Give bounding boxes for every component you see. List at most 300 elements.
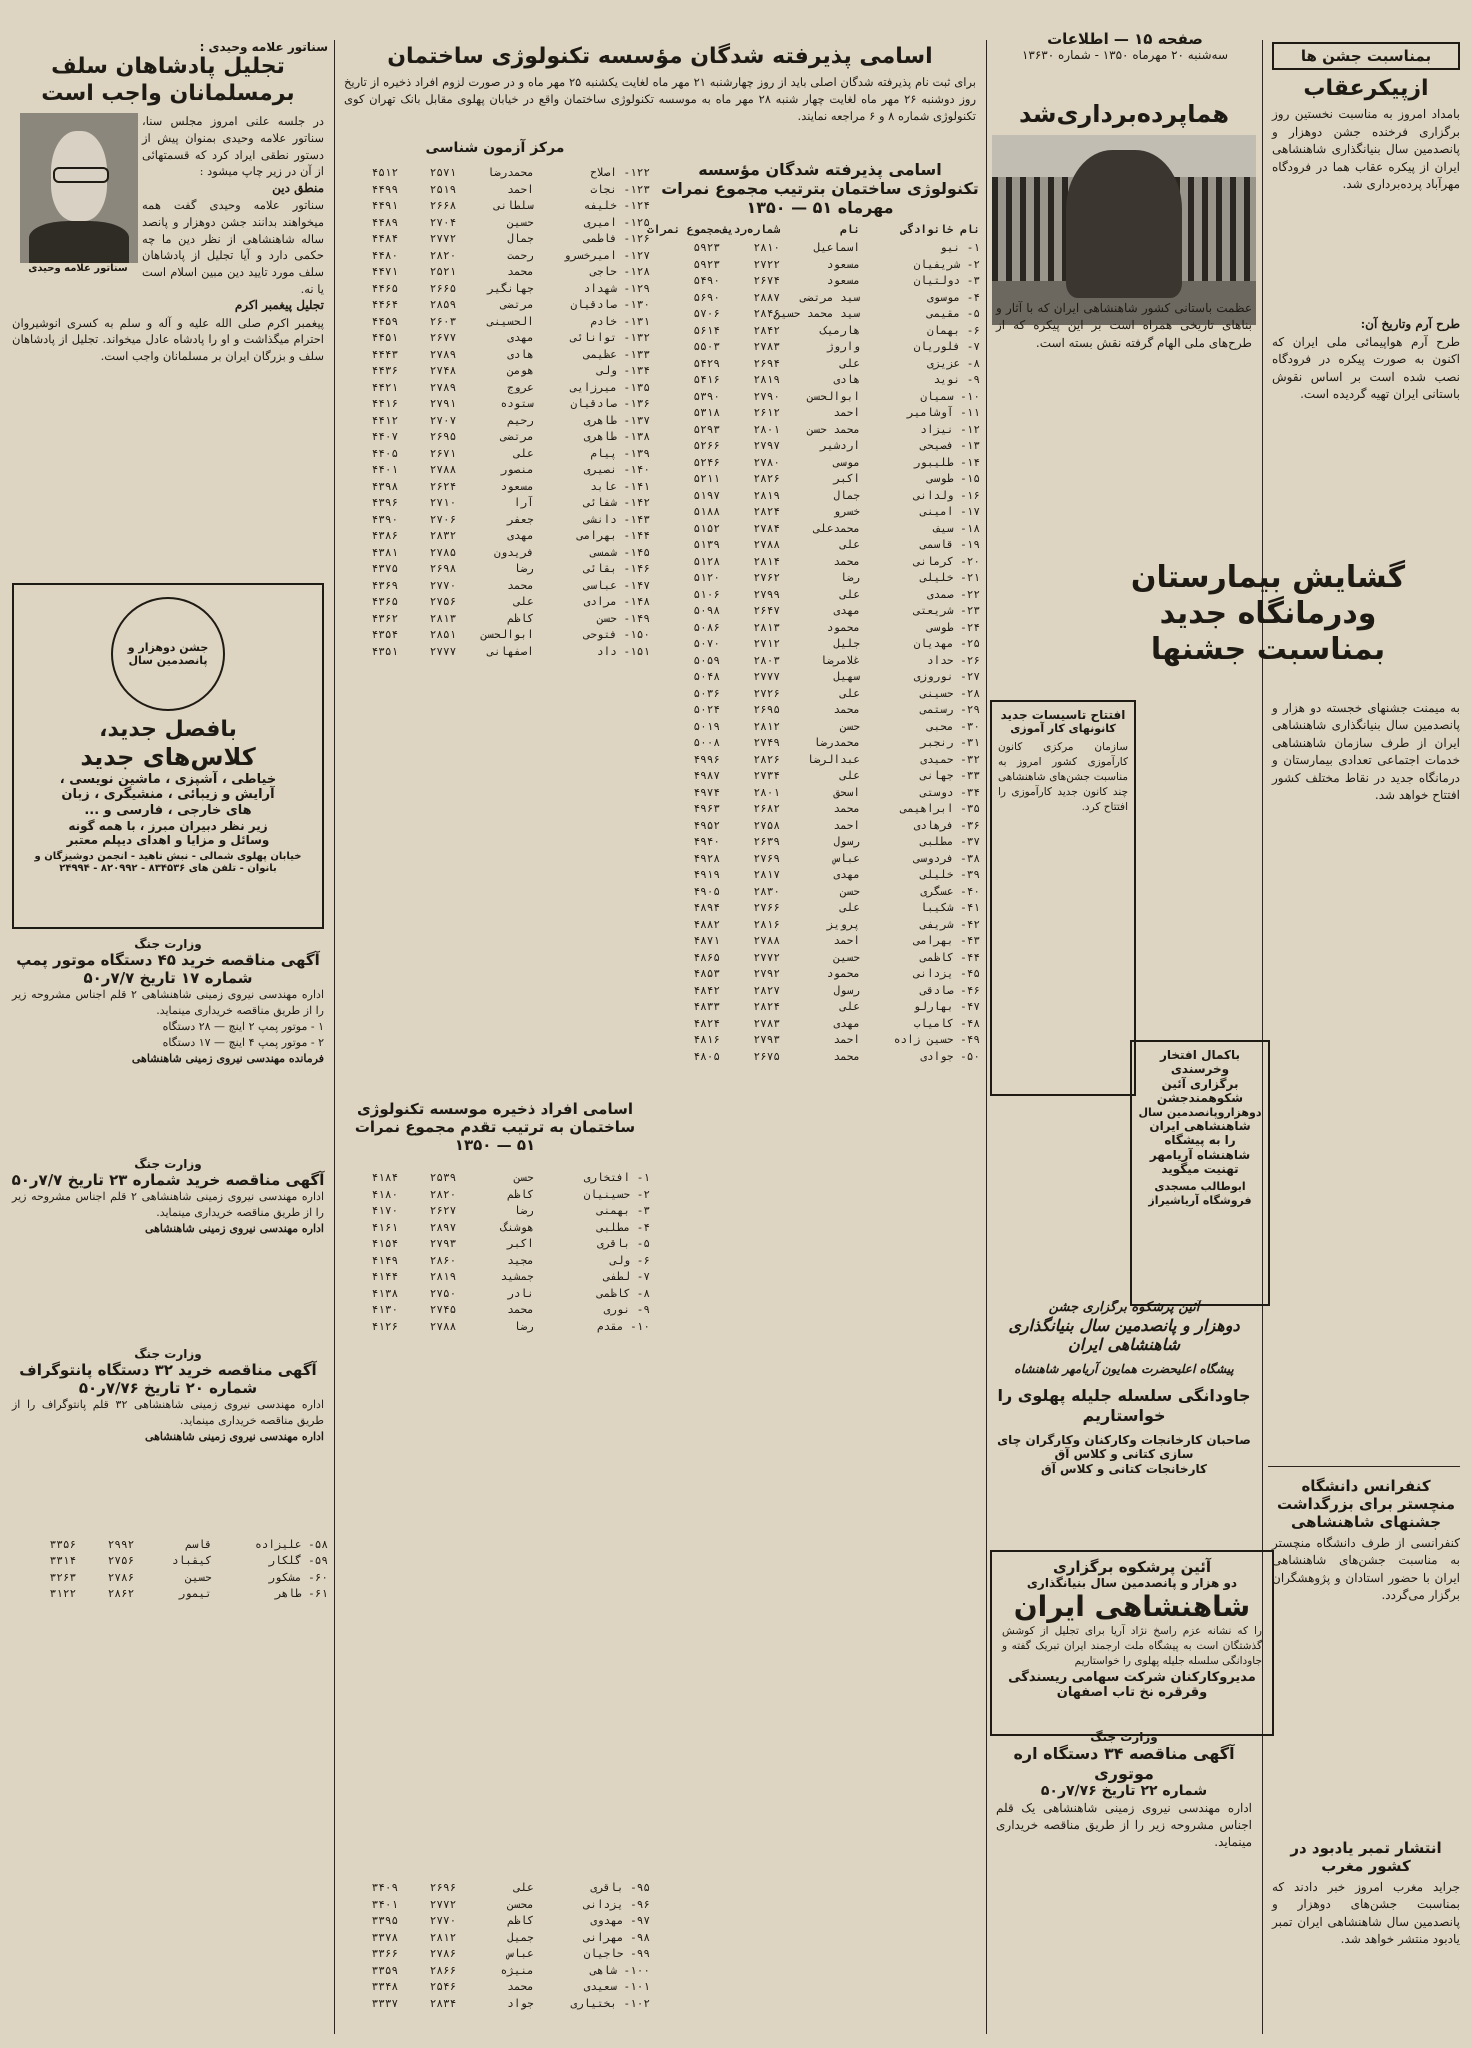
table-cell: ۴۱۲۶ [371,1319,399,1333]
tender-title: آگهی مناقصه خرید شماره ۲۳ تاریخ ۷/۷ر۵۰ [11,1171,325,1190]
table-row [660,834,980,851]
table-cell: جمیل [507,1930,534,1944]
table-cell: ۴۳۸۶ [371,529,399,542]
headline-hospital: گشایش بیمارستان [1130,560,1406,595]
table-row [660,570,980,587]
table-row [660,504,980,521]
table-cell: ۱۴۴- بهرامی [577,529,650,542]
table-cell: ۱۰- مقدم [597,1319,650,1333]
table-cell: ۴۳۸۱ [371,545,399,559]
portrait-caption: سناتور علامه وحیدی [28,263,128,275]
table-cell: ۲۸۳۰ [753,884,780,898]
table-cell: اکبر [507,1237,534,1250]
ad-line: کارخانجات کتانی و کلاس آق [1041,1461,1207,1476]
table-cell: محمدرضا [813,736,860,749]
table-cell: هارمیک [820,323,860,337]
table-row [340,182,650,199]
table-cell: واروژ [826,340,860,353]
senator-portrait [20,113,138,263]
table-cell: حسن [840,719,860,733]
table-cell: ۵۹۲۳ [693,257,720,271]
table-row [340,479,650,496]
table-row [660,620,980,637]
table-cell: علی [840,356,860,370]
senator-photo-col [18,113,138,297]
table-cell: ۲۵۲۱ [429,265,457,278]
table-cell: ۴۵۱۲ [371,166,399,179]
table-row [660,405,980,422]
table-cell: ۲۶۴۷ [753,604,780,617]
table-cell: ۴۳۶۹ [371,578,399,592]
table-cell: ۷- لطفی [603,1270,650,1283]
table-cell: ۲۷۸۸ [429,1319,457,1333]
tender-number: شماره ۲۲ تاریخ ۷/۷۶ر۵۰ [1040,1782,1208,1799]
table-cell: هادی [833,373,860,386]
prophet-subhead: تجلیل پیغمبر اکرم [234,298,324,313]
tender-title: آگهی مناقصه خرید ۳۲ دستگاه پانتوگراف شماره ۲۰ تاریخ ۷/۷۶ر۵۰ [19,1361,317,1398]
table-cell: ۳۳۹۵ [371,1914,399,1927]
table-row [660,999,980,1016]
hospital-story [1080,560,1456,668]
table-cell: ۴۱۵۴ [371,1237,399,1250]
table-cell: ۱۳۷- طاهری [583,413,650,427]
reserve-table-c [340,1170,650,1335]
table-cell: ۳۷- مطلبی [920,835,980,848]
table-cell: ۱۰- سمیان [920,389,980,403]
table-cell: ۴۹۹۶ [693,752,720,766]
table-cell: ۲۷۸۶ [429,1947,457,1960]
table-cell: محمد [507,265,534,278]
table-cell: ۹۶- یزدانی [583,1897,650,1911]
table-cell: ۴۹۴۰ [693,835,720,848]
table-row [340,314,650,331]
table-cell: ۲۸۵۹ [429,298,457,311]
table-cell: ۲۸- حسینی [920,686,980,700]
table-row [340,363,650,380]
ad-line: باکمال افتخار [1159,1048,1241,1062]
table-cell: محمد [507,578,534,592]
table-cell: ۳۹- خلیلی [920,868,980,881]
table-row [340,1286,650,1303]
table-row [660,768,980,785]
table-cell: ۱۳۶- صادقیان [570,397,650,410]
table-cell: ۲۷۸۸ [753,538,780,551]
saw-tender [992,1730,1256,2020]
table-cell: ۲۷۴۸ [429,364,457,377]
senator-text-col [138,113,328,297]
pump-tender [8,937,328,1157]
tender-ministry: وزارت جنگ [134,1156,202,1171]
table-cell: جلیل [833,637,860,650]
table-cell: ۲۷۵۰ [429,1286,457,1300]
pantograph-tender [8,1347,328,1537]
table-cell: حسن [513,1171,534,1184]
table-row [660,950,980,967]
table-cell: فریدون [494,545,534,559]
table-cell: ۳- دولتیان [913,274,980,287]
table-cell: ۴۹۱۹ [693,868,720,881]
table-row [340,380,650,397]
table-cell: ۱۵۱- داد [597,644,650,658]
table-cell: ۲۷۵۸ [753,818,780,832]
table-cell: محمد حسن [807,422,860,436]
ad-big: شاهنشاهی ایران [1013,1590,1251,1624]
table-cell: ۴۱۶۱ [371,1220,399,1234]
table-cell: ۲۸۱۰ [753,241,780,254]
table-cell: ۳۲- حمیدی [920,752,980,766]
table-cell: ۱۲۵- امیری [583,215,650,229]
table-cell: ۵۰۳۶ [693,686,720,700]
table-cell: سید مرتضی [800,290,860,304]
ad-line: وخرسندی [1170,1062,1230,1077]
admissions-table-a [660,240,980,1065]
mid-right-column [992,300,1256,450]
table-row [340,1319,650,1336]
table-cell: نادر [507,1286,534,1300]
table-cell: عبدالرضا [807,752,860,766]
ad-line: صاحبان کارخانجات وکارکنان وکارگران چای سازی کتانی و کلاس آق [997,1432,1251,1462]
table-cell: ۶۱- طاهر [275,1587,328,1601]
table-cell: ۲۷۶۹ [753,851,780,865]
table-cell: ۹۵- باقری [590,1881,650,1894]
table-cell: ۱۰۰- شاهی [590,1963,650,1977]
table-cell: ۴۳۵۱ [371,644,399,658]
table-cell: ۲۷۶۲ [753,571,780,584]
table-cell: ۲۸۲۰ [429,248,457,262]
table-cell: ۵۰۸۶ [693,620,720,634]
right-column-lower [1268,700,1464,2034]
table-row [660,702,980,719]
table-cell: مرتضی [500,298,534,311]
table-cell: ۴۸۹۴ [693,901,720,914]
table-cell: ۲۷۰۴ [429,215,457,229]
table-cell: ۲۷۸۴ [753,521,780,535]
table-cell: ۱۸- سیف [933,521,980,535]
table-cell: ۲۹- رستمی [920,703,980,716]
table-row [340,1187,650,1204]
table-cell: ۱۴۵- شمسی [590,545,650,559]
classes-head2: کلاس‌های جدید [80,743,256,772]
table-cell: ۶۰- مشکور [268,1570,328,1584]
table-row [660,851,980,868]
table-cell: ۵۹۲۳ [693,241,720,254]
tender-text: اداره مهندسی نیروی زمینی شاهنشاهی ۲ قلم اجناس مشروحه زیر را از طریق مناقصه خریداری مینماید. [12,1190,325,1219]
table-cell: ۳۰- محبی [927,719,980,733]
table-cell: ۲۸۱۲ [753,719,780,733]
table-cell: ۲۶- حداد [927,653,980,667]
ad-sign: مدیروکارکنان شرکت سهامی ریسندگی وقرقره نخ تاب اصفهان [1008,1669,1256,1701]
table-cell: محمد [833,554,860,568]
table-cell: ۵۱۵۲ [693,521,720,535]
table-cell: ابوالحسن [807,389,860,403]
table-cell: ۲۸۰۱ [753,785,780,799]
ad-line: پیشگاه اعلیحضرت همایون آریامهر شاهنشاه [1014,1361,1234,1376]
table-row [340,627,650,644]
table-cell: ۱۲۳- نجات [590,182,650,196]
table-cell: ۲۸۴۶ [753,307,780,320]
page-number: صفحه ۱۵ — اطلاعات [1047,30,1203,48]
table-cell: ۲۸۱۹ [753,373,780,386]
table-cell: رحیم [507,413,534,427]
table-row [660,603,980,620]
table-row [660,554,980,571]
table-cell: ۴- موسوی [927,290,980,304]
table-row [340,1203,650,1220]
table-row [340,545,650,562]
table-cell: ۴۴۰۵ [371,446,399,460]
table-cell: ۲۷۷۷ [429,644,457,658]
table-cell: ۱۳۴- ولی [597,364,650,377]
table-cell: ۵۱۳۹ [693,538,720,551]
table-cell: ۲۸۲۶ [753,752,780,766]
table-row [660,686,980,703]
table-cell: ۱۴۲- شفائی [583,496,650,509]
ad-signature: فروشگاه آریاشیراز [1148,1193,1252,1207]
table-cell: ۱۳۳- عظیمی [583,347,650,361]
table-cell: الحسینی [487,314,534,328]
table-cell: جمال [833,488,860,502]
table-cell: ۲۸۲۴ [753,505,780,518]
table-row [660,801,980,818]
table-row [660,257,980,274]
table-cell: ۲۳- شریعتی [913,604,980,617]
table-cell: مسعود [500,479,534,493]
table-cell: محمدرضا [487,166,534,179]
logo-article: طرح آرم هواپیمائی ملی ایران که اکنون به صورت پیکره در فرودگاه نصب شده است بر اساس نقوش باستانی ایران تهیه گردیده است. [1272,334,1460,401]
table-cell: ۱۳- فصیحی [920,439,980,452]
tender-sign: اداره مهندسی نیروی زمینی شاهنشاهی [144,1429,324,1443]
table-cell: ۵۸- علیزاده [255,1537,328,1551]
table-cell: ۴۹۶۳ [693,802,720,815]
table-cell: ۵۲۱۱ [693,472,720,485]
table-cell: ۴۹- حسین زاده [893,1033,980,1046]
table-cell: ۱۵۰- فتوحی [583,628,650,641]
tender-item: ۲ - موتور پمپ ۴ اینچ — ۱۷ دستگاه [162,1035,324,1049]
table-cell: ۴۴۹۱ [371,199,399,212]
table-cell: ۲۸۳۴ [429,1996,457,2010]
table-cell: ۲۶۹۵ [429,430,457,443]
table-cell: ۹- نوری [603,1303,650,1316]
table-cell: ۵۵۰۳ [693,340,720,353]
table-row [660,389,980,406]
table-cell: غلامرضا [820,653,860,667]
table-cell: مهدی [833,604,860,617]
table-cell: ۳۳۵۹ [371,1963,399,1977]
table-cell: ۵- باقری [597,1237,650,1250]
table-row [340,1302,650,1319]
table-row [660,521,980,538]
classes-line: زیر نظر دبیران مبرز ، با همه گونه [68,818,268,833]
senator-text2: پیغمبر اکرم صلی الله علیه و آله و سلم به کسری انوشیروان احترام میگذاشت و او را پادشاه عادل میخواند. تجلیل از پادشاهان سلف و بزرگان ایران بر مسلمانان واجب است. [12,315,324,364]
table-cell: ۲۸۲۰ [429,1187,457,1201]
table-row [660,669,980,686]
table-cell: ۲۷۹۳ [429,1237,457,1250]
table-row [660,537,980,554]
table-cell: ۲۷۵۶ [429,595,457,608]
table-row [340,462,650,479]
hospital-article: به میمنت جشنهای خجسته دو هزار و پانصدمین سال بنیانگذاری شاهنشاهی ایران از طرف سازمان شاهنشاهی خدمات اجتماعی تعدادی بیمارستان و درمانگاه جدید در نقاط مختلف کشور افتتاح خواهد شد. [1272,701,1460,802]
classes-line: خیاطی ، آشپزی ، ماشین نویسی ، [59,771,277,787]
table-cell: ۴۴۰۷ [371,430,399,443]
table-row [340,594,650,611]
table-cell: ۱۲۴- خلیفه [583,199,650,212]
table-cell: ۵۰۱۹ [693,719,720,733]
table-cell: ۲- شریفیان [913,257,980,271]
table-row [660,455,980,472]
table-cell: اسحق [833,785,860,799]
table-cell: ۲۶۷۴ [753,274,780,287]
table-cell: ۴۱۳۰ [371,1303,399,1316]
stamp-article: جراید مغرب امروز خبر دادند که بمناسبت جشن‌های دوهزار و پانصدمین سال شاهنشاهی ایران تمبر یادبود منتشر خواهد شد. [1272,1880,1460,1947]
table-row [340,215,650,232]
table-cell: ۲۶۹۶ [429,1881,457,1894]
test-center-label: مرکز آزمون شناسی [425,140,565,156]
table-cell: مهدی [833,1016,860,1030]
table-cell: ۴۵- یزدانی [913,967,980,980]
table-cell: ۲۸۱۶ [753,917,780,931]
table-cell: اسماعیل [813,241,860,254]
table-cell: ۵۱۹۷ [693,488,720,502]
table-cell: ۳۱- رنجبر [920,736,980,749]
table-cell: ۵۷۰۶ [693,307,720,320]
table-cell: ۴۴۶۵ [371,281,399,295]
left-column [8,40,328,2034]
table-cell: جمال [507,232,534,245]
heritage-article: عظمت باستانی کشور شاهنشاهی ایران که با آثار و بناهای تاریخی همراه است بر این پیکره که از طرح‌های ملی الهام گرفته نقش بسته است. [996,301,1252,350]
table-cell: علی [840,538,860,551]
senator-story [8,113,328,297]
table-cell: حسن [840,884,860,898]
table-cell: ۶- بهمان [927,323,980,337]
eagle-article: بامداد امروز به مناسبت نخستین روز برگزاری فرخنده جشن دوهزار و پانصدمین سال بنیانگذاری شاهنشاهی ایران از پیکره عقاب هما در فرودگاه مهرآباد پرده‌برداری شد. [1272,107,1460,191]
table-cell: علی [840,686,860,700]
table-cell: ۲۵۴۶ [429,1980,457,1993]
table-row [340,528,650,545]
table-cell: ۵۱۲۰ [693,571,720,584]
table-row [340,644,650,661]
table-cell: ۱۷- امینی [920,505,980,518]
table-row [660,917,980,934]
table-cell: ۲۷۳۴ [753,769,780,782]
table-cell: ۴۴۸۰ [371,248,399,262]
logo-subhead: طرح آرم وتاریخ آن: [1360,317,1460,332]
table-cell: جهانگیر [487,281,534,295]
table-cell: علی [513,595,534,608]
table-row [660,1016,980,1033]
table-row [660,240,980,257]
ad-line: دوهزار و پانصدمین سال بنیانگذاری [1008,1315,1240,1335]
table-cell: ۲۷- نوروزی [913,670,980,683]
table-cell: ۲۸۲۴ [753,1000,780,1013]
table-row [340,297,650,314]
table-row [340,1979,650,1996]
ad-line: دوهزاروپانصدمین سال [1138,1105,1262,1119]
table-cell: ۲۷۹۳ [753,1033,780,1046]
table-cell: ۲۷۴۹ [753,736,780,749]
table-cell: ۵۳۱۸ [693,406,720,419]
tender-title: آگهی مناقصه ۳۴ دستگاه اره موتوری [1013,1744,1235,1783]
table-cell: ۴۱۴۴ [371,1270,399,1283]
tender-item: ۱ - موتور پمپ ۲ اینچ — ۲۸ دستگاه [162,1019,324,1033]
table-cell: ۳۳۵۶ [49,1537,77,1551]
table-cell: قاسم [185,1537,212,1551]
table-cell: ۲۷۷۲ [429,232,457,245]
list-year: مهرماه ۵۱ — ۱۳۵۰ [746,198,894,218]
table-row [340,1220,650,1237]
table-cell: مهدی [507,529,534,542]
table-cell: ۱۳۸- طاهری [583,430,650,443]
table-row [340,264,650,281]
table-row [660,339,980,356]
table-row [340,512,650,529]
table-cell: ۵۴۲۹ [693,356,720,370]
table-cell: ۴۸۲۴ [693,1016,720,1030]
table-cell: محمود [826,620,860,634]
table-row [660,752,980,769]
table-cell: ۸- عزیزی [927,356,980,370]
table-row [660,900,980,917]
table-cell: ۲۷۰۶ [429,512,457,526]
table-row [340,611,650,628]
table-cell: ۱۴۹- حسن [597,611,650,625]
table-cell: ۵۰۵۹ [693,653,720,667]
table-cell: پرویز [826,917,860,931]
table-cell: ۲۷۸۰ [753,455,780,469]
table-cell: ۲۸۲۶ [753,472,780,485]
tender-text: اداره مهندسی نیروی زمینی شاهنشاهی یک قلم اجناس مشروحه زیر را از طریق مناقصه خریداری مینماید. [996,1800,1252,1850]
table-cell: ۴۴۵۹ [371,314,399,328]
table-cell: ۲۸۲۷ [753,983,780,997]
table-cell: ۳۸- فردوسی [913,851,980,865]
table-row [660,1032,980,1049]
table-cell: ۲۸۰۳ [753,653,780,667]
table-cell: ۴۱۸۰ [371,1187,399,1201]
table-cell: ۴۴- کاظمی [920,950,980,964]
table-cell: ۴۳- بهرامی [913,934,980,947]
table-cell: ۴۳۹۸ [371,479,399,493]
table-cell: حسین [833,950,860,964]
classes-line: وسائل و مزایا و اهدای دیپلم معتبر [66,833,270,848]
table-cell: ۲۸۰۱ [753,422,780,436]
list-header [647,160,980,238]
table-cell: ۲۶۹۴ [753,356,780,370]
table-cell: ۳۴۰۹ [371,1881,399,1894]
table-cell: ۱۰۱- سعیدی [583,1980,650,1993]
table-cell: احمد [833,406,860,419]
table-cell: ۴۹۵۲ [693,818,720,832]
table-cell: ۳۳۷۸ [371,1930,399,1944]
admissions-title: اسامی پذیرفته شدگان مؤسسه تکنولوژی ساختمان [387,44,933,69]
table-cell: حسین [507,215,534,229]
table-cell: ۵۹- گلکار [268,1554,328,1568]
table-cell: هادی [507,347,534,361]
table-cell: ۱۲- نیزاد [920,422,980,436]
table-cell: ۲۲- صمدی [927,587,980,601]
ad-line: آئین پرشکوه برگزاری جشن [1048,1300,1200,1315]
table-row [18,1537,328,1554]
table-cell: ۴۸۵۳ [693,967,720,980]
table-cell: ۲۶۲۷ [429,1204,457,1217]
table-cell: ۴۸۳۳ [693,1000,720,1013]
table-cell: ۹۸- مهرانی [583,1930,650,1944]
table-cell: ابوالحسن [480,628,534,641]
table-row [660,290,980,307]
table-cell: سلطانی [494,199,534,212]
table-row [660,867,980,884]
table-cell: رسول [833,835,860,848]
table-cell: علی [840,769,860,782]
table-cell: احمد [833,934,860,947]
